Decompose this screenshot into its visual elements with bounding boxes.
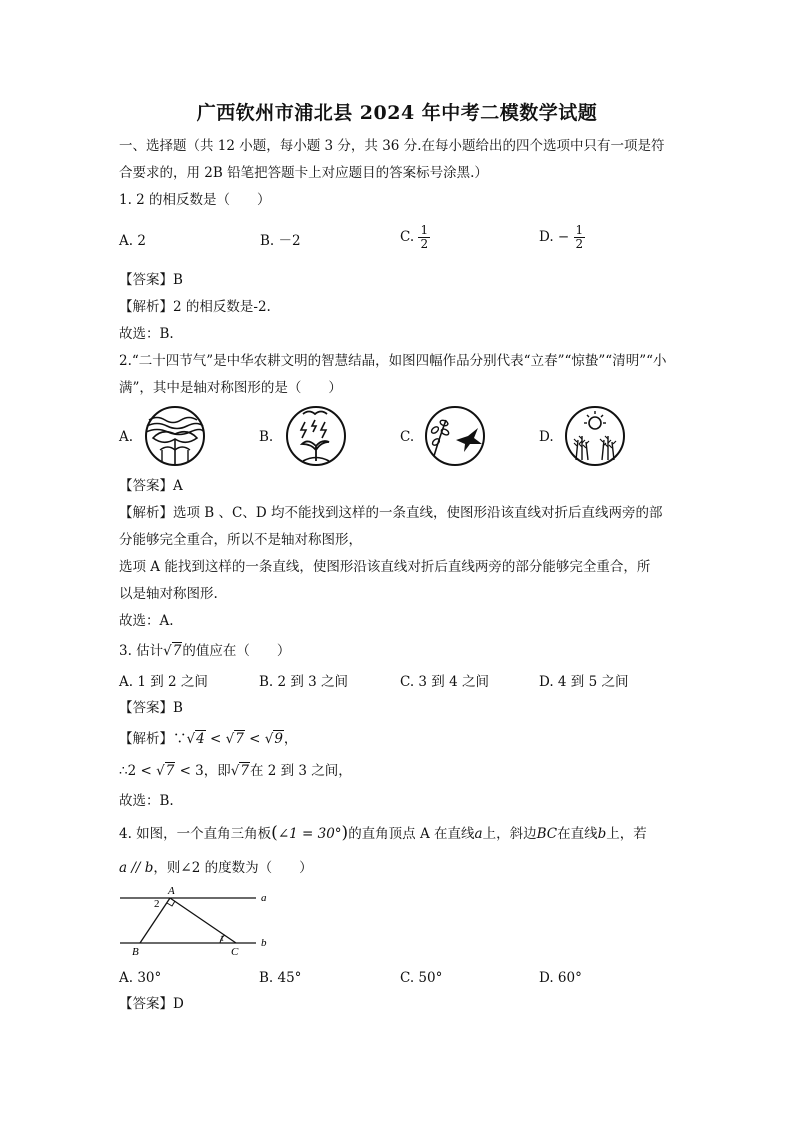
- q4-option-a: A. 30°: [119, 970, 162, 986]
- xiaoman-emblem-icon: [560, 406, 630, 466]
- fraction-denominator: 2: [420, 237, 429, 251]
- q3-option-b: B. 2 到 3 之间: [259, 674, 349, 690]
- radicand: 7: [172, 643, 182, 659]
- q2-option-a-label: A.: [119, 429, 134, 445]
- q1-option-c-fraction: [418, 224, 430, 251]
- q4-option-b: B. 45°: [259, 970, 302, 986]
- less-than: <: [244, 731, 265, 747]
- sqrt-9: √9: [264, 731, 283, 747]
- q4-stem-mid2: 上，斜边: [482, 826, 537, 842]
- q2-stem-line-1: 2.“二十四节气”是中华农耕文明的智慧结晶，如图四幅作品分别代表“立春”“惊蛰”“清明”“小: [119, 353, 667, 369]
- q3-analysis-prefix: 【解析】∵: [119, 731, 187, 747]
- left-paren: (: [271, 823, 278, 843]
- q2-analysis-line-3: 选项 A 能找到这样的一条直线，使图形沿该直线对折后直线两旁的部分能够完全重合，所: [119, 559, 651, 575]
- q3-option-c: C. 3 到 4 之间: [400, 674, 489, 690]
- q3-stem-prefix: 3. 估计: [119, 643, 164, 659]
- q3-stem-suffix: 的值应在（ ）: [182, 643, 291, 659]
- vertex-b-label: B: [132, 946, 139, 958]
- q3-line2-middle: < 3，即: [175, 763, 231, 779]
- lichun-emblem-icon: [140, 406, 210, 466]
- radicand: 4: [196, 731, 205, 747]
- radicand: 7: [165, 763, 175, 779]
- sqrt-4: √4: [186, 731, 205, 747]
- q1-conclusion: 故选：B.: [119, 326, 174, 342]
- line-b-label: b: [261, 937, 267, 949]
- side-ac: [170, 898, 236, 943]
- section-header-line-2: 合要求的，用 2B 铅笔把答题卡上对应题目的答案标号涂黑.）: [119, 165, 488, 181]
- line-b-symbol: b: [597, 826, 607, 842]
- q1-option-d-prefix: D. −: [539, 229, 570, 245]
- q4-stem-mid3: 在直线: [557, 826, 598, 842]
- q4-stem-line-1: [119, 824, 647, 843]
- q4-answer: 【答案】D: [119, 996, 184, 1012]
- q3-line2-suffix: 在 2 到 3 之间，: [249, 763, 352, 779]
- q1-stem: 1. 2 的相反数是（ ）: [119, 192, 271, 208]
- radicand: 9: [274, 731, 283, 747]
- q2-conclusion: 故选：A.: [119, 613, 174, 629]
- segment-bc-symbol: BC: [536, 826, 558, 842]
- q3-option-a: A. 1 到 2 之间: [119, 674, 208, 690]
- vertex-c-label: C: [231, 946, 239, 958]
- q3-option-d: D. 4 到 5 之间: [539, 674, 629, 690]
- radicand: 7: [240, 763, 249, 779]
- q1-option-c-prefix: C.: [400, 229, 415, 245]
- document-title: 广西钦州市浦北县 2024 年中考二模数学试题: [196, 102, 598, 124]
- q2-option-b-label: B.: [259, 429, 274, 445]
- q2-stem-line-2: 满”，其中是轴对称图形的是（ ）: [119, 380, 342, 396]
- q1-option-d: [539, 224, 585, 251]
- line-a-label: a: [261, 892, 267, 904]
- jingzhe-emblem-icon: [281, 406, 351, 466]
- q2-analysis-line-4: 以是轴对称图形.: [119, 586, 218, 602]
- angle-2-label: 2: [154, 898, 160, 910]
- q4-stem-line-2: [119, 859, 313, 877]
- q1-analysis: 【解析】2 的相反数是-2.: [119, 299, 271, 315]
- q3-line2-prefix: ∴2 <: [119, 763, 157, 779]
- q4-stem-suffix: ，则∠2 的度数为（ ）: [153, 860, 313, 876]
- q3-analysis-line-2: [119, 762, 352, 780]
- q3-stem-sqrt: √7: [163, 643, 182, 659]
- q1-option-b: B. －2: [260, 233, 301, 249]
- radicand: 7: [235, 731, 244, 747]
- q4-option-c: C. 50°: [400, 970, 443, 986]
- q3-conclusion: 故选：B.: [119, 793, 174, 809]
- q3-answer: 【答案】B: [119, 700, 183, 716]
- q2-option-c-label: C.: [400, 429, 415, 445]
- q4-angle-condition: ∠1 = 30°: [277, 826, 342, 842]
- q3-analysis-line-1: [119, 730, 297, 748]
- q1-option-d-fraction: [574, 224, 586, 251]
- fraction-numerator: 1: [575, 223, 584, 237]
- line-a-symbol: a: [119, 860, 128, 876]
- q4-triangle-figure: [118, 884, 278, 958]
- sqrt-7: √7: [156, 763, 175, 779]
- q4-stem-prefix: 4. 如图，一个直角三角板: [119, 826, 272, 842]
- fraction-numerator: 1: [420, 223, 429, 237]
- q1-answer: 【答案】B: [119, 272, 183, 288]
- qingming-emblem-icon: [420, 406, 490, 466]
- sqrt-7: √7: [230, 763, 249, 779]
- line-a-symbol: a: [474, 826, 483, 842]
- q3-analysis-end: ，: [283, 731, 298, 747]
- q2-option-d-label: D.: [539, 429, 554, 445]
- q2-answer: 【答案】A: [119, 478, 183, 494]
- section-header-line-1: 一、选择题（共 12 小题，每小题 3 分，共 36 分.在每小题给出的四个选项中只有一项是符: [119, 138, 665, 154]
- q4-stem-end: 上，若: [606, 826, 647, 842]
- right-paren: ): [341, 823, 349, 843]
- q2-analysis-line-2: 分能够完全重合，所以不是轴对称图形，: [119, 532, 362, 548]
- angle-1-label: 1: [220, 934, 224, 943]
- fraction-denominator: 2: [575, 237, 584, 251]
- q4-option-d: D. 60°: [539, 970, 582, 986]
- q1-option-a: A. 2: [119, 233, 146, 249]
- q2-analysis-line-1: 【解析】选项 B 、C、D 均不能找到这样的一条直线，使图形沿该直线对折后直线两旁的部: [119, 505, 663, 521]
- vertex-a-label: A: [168, 885, 175, 897]
- parallel-symbol: //: [127, 860, 145, 876]
- sqrt-7: √7: [225, 731, 244, 747]
- line-b-symbol: b: [144, 860, 154, 876]
- q1-option-c: [400, 224, 430, 251]
- less-than: <: [205, 731, 226, 747]
- q3-stem: [119, 642, 290, 660]
- q4-stem-mid: 的直角顶点 A 在直线: [348, 826, 475, 842]
